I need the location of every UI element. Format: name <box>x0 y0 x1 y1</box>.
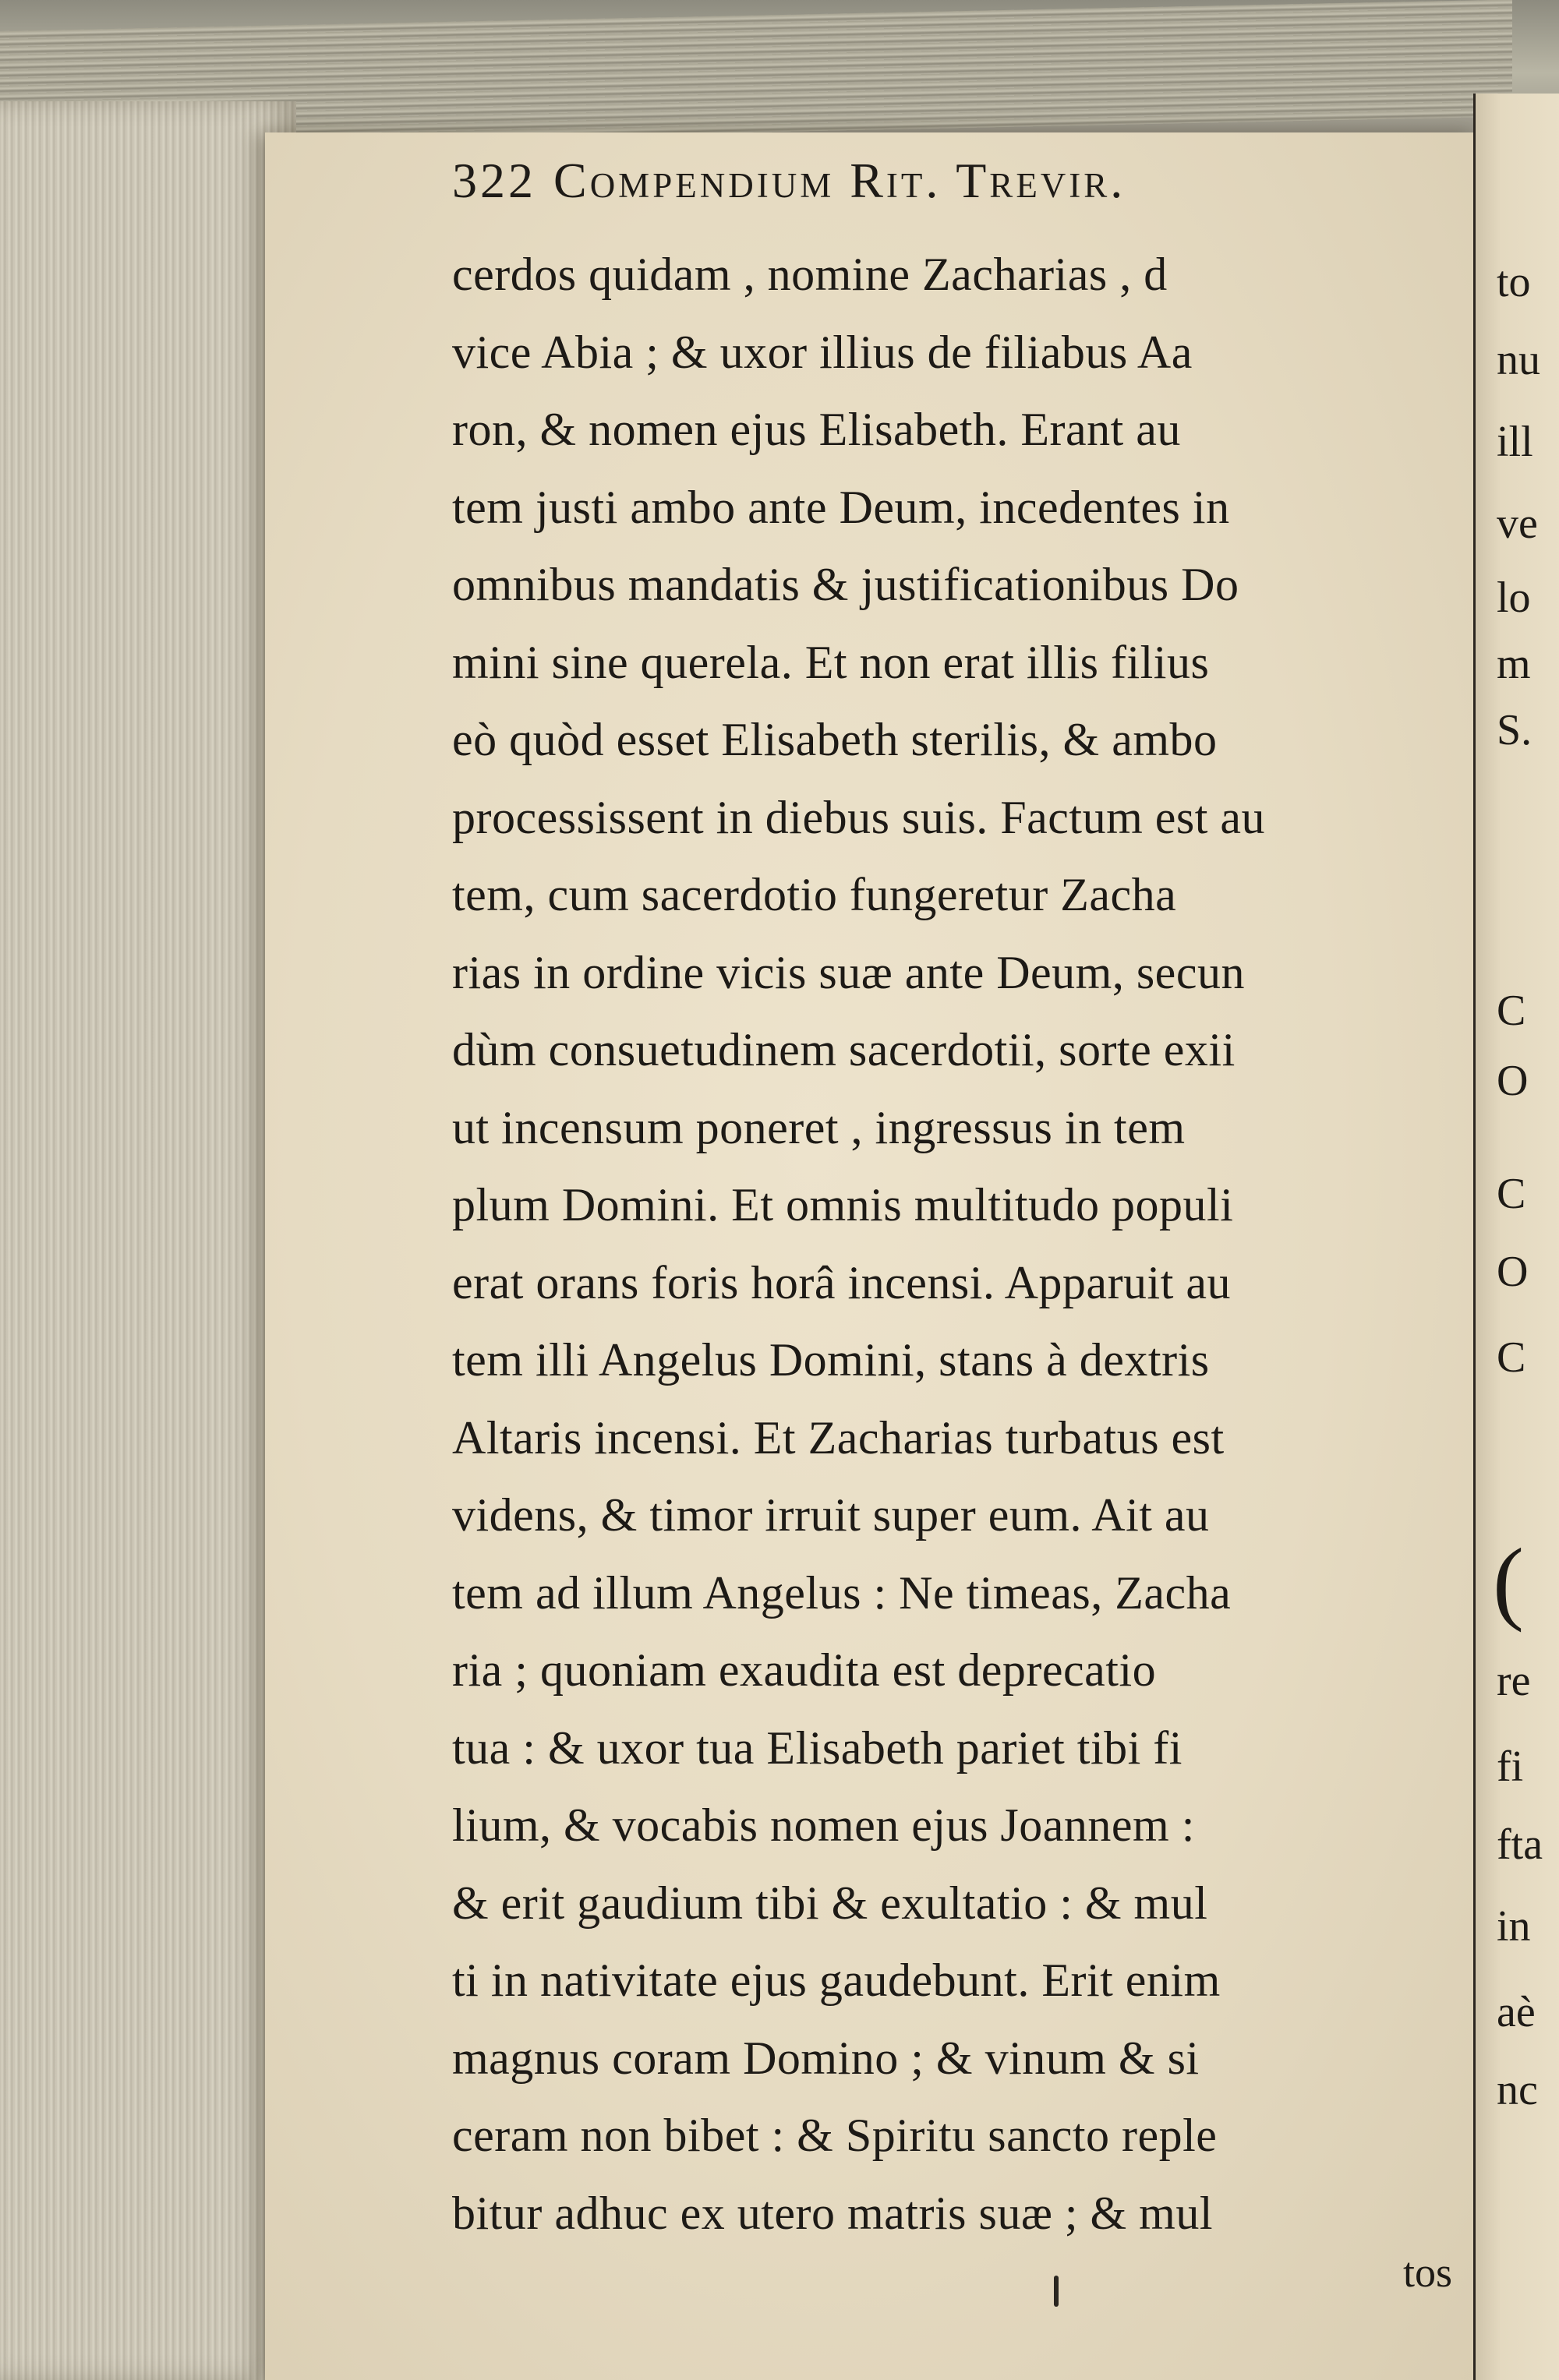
catchword: tos <box>1403 2249 1453 2296</box>
right-page-fragment: nc <box>1497 2066 1538 2114</box>
page-number: 322 <box>452 153 536 208</box>
text-line: Altaris incensi. Et Zacharias turbatus est <box>452 1412 1225 1464</box>
text-line: ceram non bibet : & Spiritu sancto reple <box>452 2110 1218 2161</box>
right-page-fragment: nu <box>1497 336 1540 384</box>
running-head-title: Compendium Rit. Trevir. <box>553 153 1126 208</box>
right-page-fragment: m <box>1497 640 1531 688</box>
right-page-fragment: fi <box>1497 1743 1524 1791</box>
text-line: tem justi ambo ante Deum, incedentes in <box>452 482 1230 533</box>
right-page-fragment: C <box>1497 1333 1526 1382</box>
text-line: bitur adhuc ex utero matris suæ ; & mul <box>452 2188 1214 2239</box>
text-line: erat orans foris horâ incensi. Apparuit au <box>452 1257 1232 1308</box>
text-line: tem illi Angelus Domini, stans à dextris <box>452 1334 1210 1386</box>
right-page-fragment: in <box>1497 1902 1531 1951</box>
text-line: dùm consuetudinem sacerdotii, sorte exii <box>452 1024 1236 1075</box>
text-line: lium, & vocabis nomen ejus Joannem : <box>452 1799 1195 1851</box>
text-line: ti in nativitate ejus gaudebunt. Erit enim <box>452 1954 1221 2006</box>
running-head <box>452 152 1465 230</box>
right-page-fragment: aè <box>1497 1988 1536 2036</box>
text-line: videns, & timor irruit super eum. Ait au <box>452 1489 1210 1541</box>
right-page-fragment: ill <box>1497 418 1533 466</box>
right-page-fragment: S. <box>1497 706 1532 754</box>
text-line: ria ; quoniam exaudita est deprecatio <box>452 1644 1157 1696</box>
right-page-fragment: fta <box>1497 1820 1543 1869</box>
text-line: processissent in diebus suis. Factum est au <box>452 792 1266 843</box>
text-line: ut incensum poneret , ingressus in tem <box>452 1102 1186 1153</box>
text-line: plum Domini. Et omnis multitudo populi <box>452 1179 1234 1231</box>
text-line: cerdos quidam , nomine Zacharias , d <box>452 249 1168 300</box>
printer-mark <box>1054 2276 1059 2307</box>
text-line: tem ad illum Angelus : Ne timeas, Zacha <box>452 1567 1232 1619</box>
right-page-fragment: re <box>1497 1657 1531 1705</box>
text-line: omnibus mandatis & justificationibus Do <box>452 559 1239 610</box>
right-page-fragment: O <box>1497 1248 1529 1296</box>
right-page-fragment: ( <box>1493 1529 1524 1633</box>
text-line: eò quòd esset Elisabeth sterilis, & ambo <box>452 714 1218 765</box>
right-page-fragment: to <box>1497 258 1531 306</box>
text-line: tua : & uxor tua Elisabeth pariet tibi fi <box>452 1722 1183 1774</box>
right-page-fragment: C <box>1497 987 1526 1035</box>
right-page-fragment: ve <box>1497 500 1538 548</box>
text-line: magnus coram Domino ; & vinum & si <box>452 2032 1200 2084</box>
right-page-fragment: C <box>1497 1170 1526 1218</box>
page-edges-left-stack <box>0 101 296 2380</box>
text-line: ron, & nomen ejus Elisabeth. Erant au <box>452 404 1181 455</box>
text-line: rias in ordine vicis suæ ante Deum, secun <box>452 947 1245 998</box>
text-line: tem, cum sacerdotio fungeretur Zacha <box>452 869 1177 920</box>
text-line: mini sine querela. Et non erat illis filius <box>452 637 1210 688</box>
text-line: & erit gaudium tibi & exultatio : & mul <box>452 1877 1208 1929</box>
right-page-fragment: lo <box>1497 574 1531 622</box>
right-page-fragment: O <box>1497 1057 1529 1105</box>
text-line: vice Abia ; & uxor illius de filiabus Aa <box>452 327 1193 378</box>
